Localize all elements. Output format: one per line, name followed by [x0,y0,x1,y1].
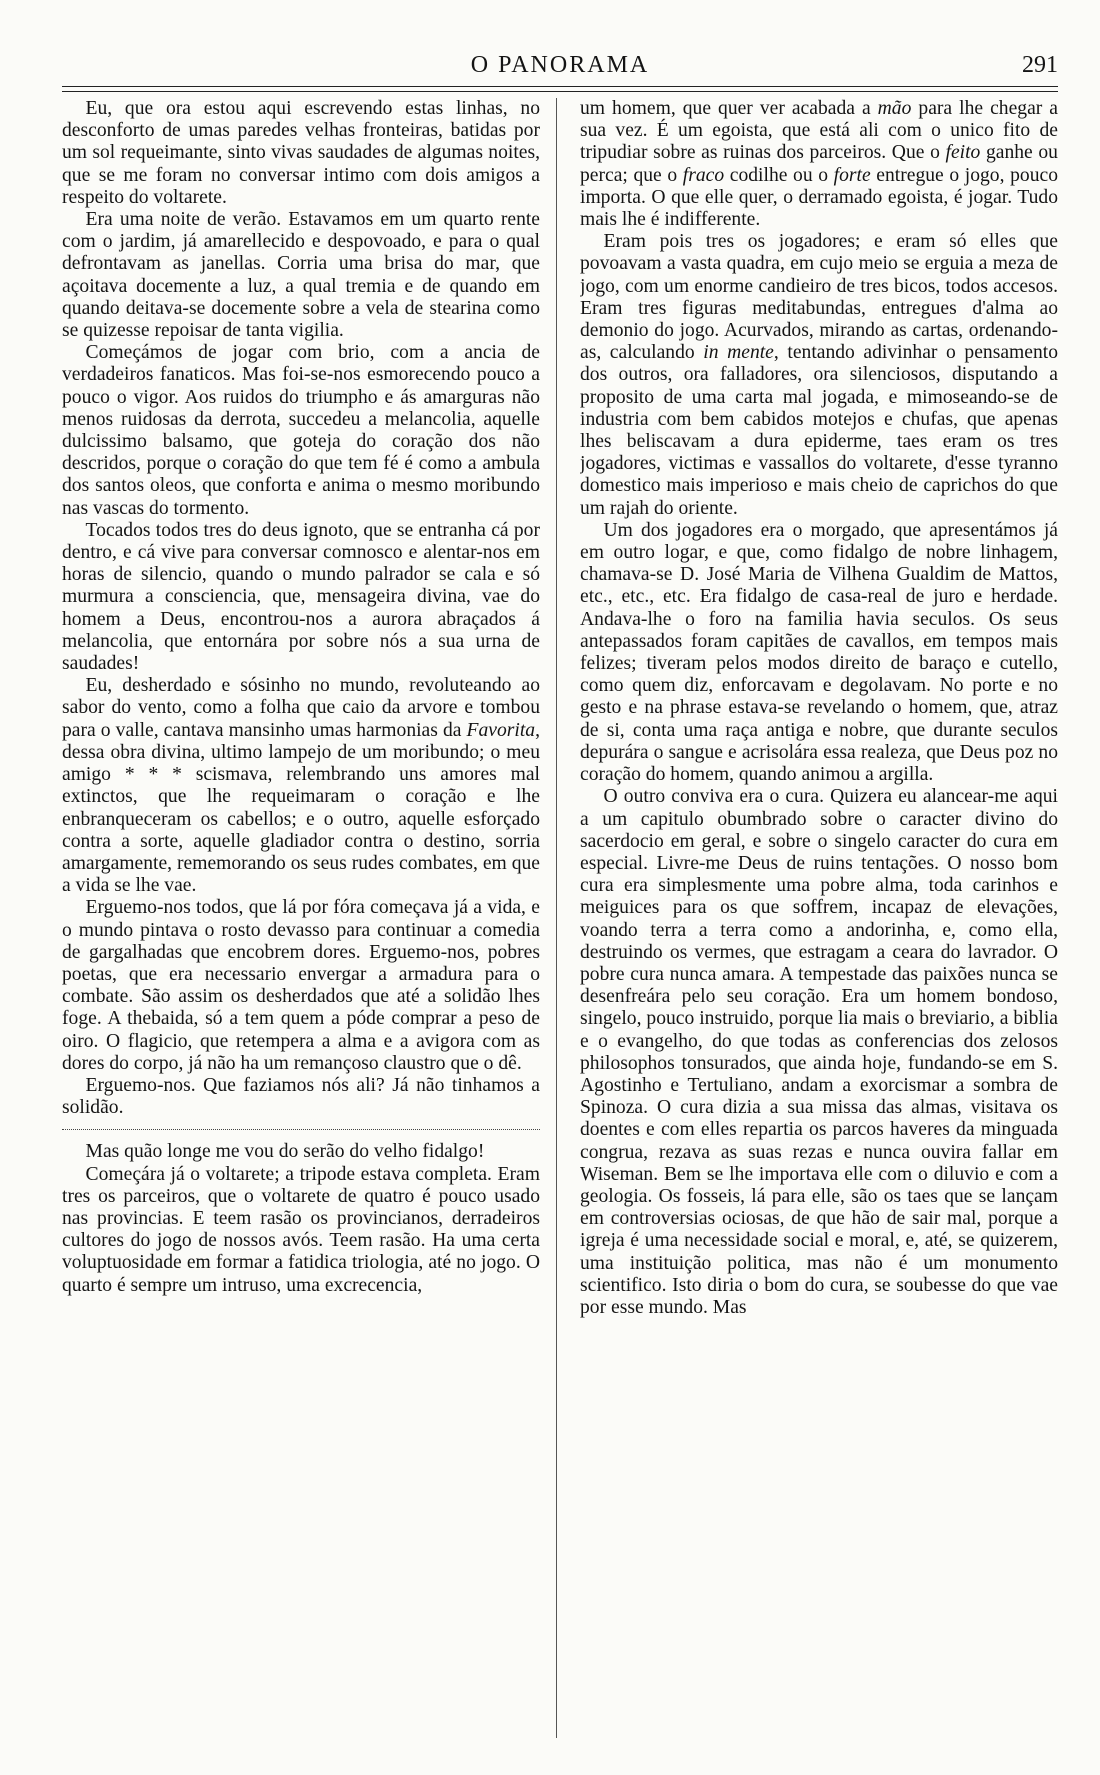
paragraph-text: entregue o jogo, pouco importa. O que elle quer, o derramado egoista, é jogar. Tudo mais lhe é indifferente. [580,164,1058,231]
section-separator [62,1119,540,1141]
paragraph [62,675,540,897]
paragraph-text: um homem, que quer ver acabada a [580,98,878,119]
italic-text: mão [877,98,912,119]
paragraph [62,98,540,209]
italic-text: feito [945,142,981,164]
paragraph-text: para lhe chegar a sua vez. É um egoista, que está ali com o unico fito de tripudiar sobre as ruinas dos parceiros. Que o [580,98,1058,164]
italic-text: Favorita [466,719,536,741]
right-column [580,98,1058,1748]
italic-text: in mente [703,342,774,364]
left-column [62,98,540,1748]
paragraph-text: ganhe ou perca; que o [580,142,1058,186]
paragraph [62,897,540,1075]
paragraph [580,786,1058,1319]
page-header [62,52,1058,80]
paragraph-text: Era uma noite de verão. Estavamos em um quarto rente com o jardim, já amarellecido e despovoado, e para o qual defrontavam as janellas. Corria uma brisa do mar, que açoitava docemente a luz, a qual tremia e de quando em quando deitava-se docemente sobre a vela de stearina como se quizesse repoisar de tanta vigilia. [62,209,540,342]
paragraph-text: Eu, que ora estou aqui escrevendo estas linhas, no desconforto de umas paredes velhas fronteiras, batidas por um sol requeimante, sinto vivas saudades de algumas noites, que se me foram no conversar intimo com dois amigos a respeito do voltarete. [62,98,540,208]
paragraph [62,342,540,520]
column-divider [556,98,557,1738]
paragraph-text: Um dos jogadores era o morgado, que apresentámos já em outro logar, e que, como fidalgo de nobre linhagem, chamava-se D. José Maria de Vilhena Gualdim de Mattos, etc., etc., etc. Era fidalgo de casa-real de juro e herdade. Andava-lhe o foro na familia havia seculos. Os seus antepassados foram capitães de cavallos, em tempos mais felizes; tiveram pelos modos direito de baraço e cutello, como quem diz, enforcavam e degolavam. No porte e no gesto e na phrase estava-se revelando o homem, que, atraz de si, conta uma raça antiga e nobre, que durante seculos depurára o sangue e acrisolára essa realeza, que Deus poz no coração do homem, quando animou a argilla. [580,519,1058,786]
paragraph [62,209,540,342]
paragraph [580,231,1058,520]
paragraph-text: Tocados todos tres do deus ignoto, que se entranha cá por dentro, e cá vive para conversar comnosco e alentar-nos em horas de silencio, quando o mundo palrador se cala e só murmura a consciencia, que, mensageira divina, vae do homem a Deus, encontrou-nos a aurora abraçados á melancolia, que entornára por sobre nós a sua urna de saudades! [62,519,540,675]
italic-text: fraco [682,164,725,186]
paragraph-text: Mas quão longe me vou do serão do velho fidalgo! [85,1141,485,1163]
header-rule-top [62,86,1058,87]
running-title: O PANORAMA [470,52,650,78]
paragraph-text: Começámos de jogar com brio, com a ancia de verdadeiros fanaticos. Mas foi-se-nos esmorecendo pouco a pouco o vigor. Aos ruidos do triumpho e ás amarguras não menos ruidosas da derrota, succedeu a melancolia, aquelle dulcissimo balsamo, que goteja do coração dos não descridos, porque o coração do que tem fé é como a ambula dos santos oleos, que conforta e anima o mesmo moribundo nas vascas do tormento. [62,342,540,519]
paragraph-text: codilhe ou o [724,164,834,186]
paragraph [580,98,1058,231]
italic-text: forte [833,164,871,186]
paragraph [62,1075,540,1119]
paragraph [62,520,540,675]
header-rule-bottom [62,91,1058,92]
paragraph-text: Começára já o voltarete; a tripode estava completa. Eram tres os parceiros, que o voltarete de quatro é pouco usado nas provincias. E teem rasão os provincianos, derradeiros cultores do jogo de nossos avós. Teem rasão. Ha uma certa voluptuosidade em formar a fatidica triologia, até no jogo. O quarto é sempre um intruso, uma excrecencia, [62,1163,540,1296]
paragraph-text: Eu, desherdado e sósinho no mundo, revoluteando ao sabor do vento, como a folha que caio da arvore e tombou para o valle, cantava mansinho umas harmonias da [62,675,540,741]
page-number: 291 [1022,52,1058,78]
paragraph [62,1164,540,1297]
paragraph-text: O outro conviva era o cura. Quizera eu alancear-me aqui a um capitulo obumbrado sobre o caracter divino do sacerdocio em geral, e sobre o singelo caracter do cura em especial. Livre-me Deus de ruins tentações. O nosso bom cura era simplesmente uma pobre alma, toda carinhos e meiguices para os que soffrem, incapaz de elevações, voando terra a terra como a andorinha, e, como ella, destruindo os vermes, que estragam a ceara do lavrador. O pobre cura nunca amara. A tempestade das paixões nunca se desenfreára pelo seu coração. Era um homem bondoso, singelo, pouco instruido, porque lia mais o breviario, a biblia e o evangelho, do que todas as conferencias dos zelosos philosophos tonsurados, que ainda hoje, fundando-se em S. Agostinho e Tertuliano, andam a exorcismar a sombra de Spinoza. O cura dizia a sua missa das almas, visitava os doentes e com elles repartia os parcos haveres da minguada congrua, rezava as suas rezas e nunca ouvira fallar em Wiseman. Bem se lhe importava elle com o diluvio e com a geologia. Os fosseis, lá para elle, são os taes que se lançam em controversias ociosas, de que hão de sair mal, porque a igreja é uma necessidade social e moral, e, até, se quizerem, uma instituição politica, mas não é um monumento scientifico. Isto diria o bom do cura, se soubesse do que vae por esse mundo. Mas [580,786,1058,1318]
paragraph-text: , tentando adivinhar o pensamento dos outros, ora falladores, ora silenciosos, disputando a proposito de uma carta mal jogada, e mimoseando-se de industria com bem cabidos motejos e chufas, que apenas lhes beliscavam a dura epiderme, taes eram os tres jogadores, victimas e vassallos do voltarete, d'esse tyranno domestico mais imperioso e mais cheio de caprichos do que um rajah do oriente. [580,342,1058,519]
paragraph-text: Erguemo-nos. Que faziamos nós ali? Já não tinhamos a solidão. [62,1074,540,1119]
paragraph [62,1141,540,1163]
paragraph [580,520,1058,786]
paragraph-text: Erguemo-nos todos, que lá por fóra começava já a vida, e o mundo pintava o rosto devasso para continuar a comedia de gargalhadas que encobrem dores. Erguemo-nos, pobres poetas, que era necessario envergar a armadura para o combate. São assim os desherdados que até a solidão lhes foge. A thebaida, só a tem quem a póde comprar a peso de oiro. O flagicio, que retempera a alma e a avigora com as dores do corpo, já não ha um remançoso claustro que o dê. [62,897,540,1074]
paragraph-text: , dessa obra divina, ultimo lampejo de um moribundo; o meu amigo * * * scismava, relembrando uns amores mal extinctos, que lhe requeimaram o coração e lhe enbranqueceram os cabellos; e o outro, aquelle esforçado contra a sorte, aquelle gladiador contra o destino, sorria amargamente, rememorando os seus rudes combates, em que a vida se lhe vae. [62,719,540,897]
paragraph-text: Eram pois tres os jogadores; e eram só elles que povoavam a vasta quadra, em cujo meio se erguia a meza de jogo, com um enorme candieiro de tres bicos, todos accesos. Eram tres figuras meditabundas, entregues d'alma ao demonio do jogo. Acurvados, mirando as cartas, ordenando-as, calculando [580,231,1058,364]
